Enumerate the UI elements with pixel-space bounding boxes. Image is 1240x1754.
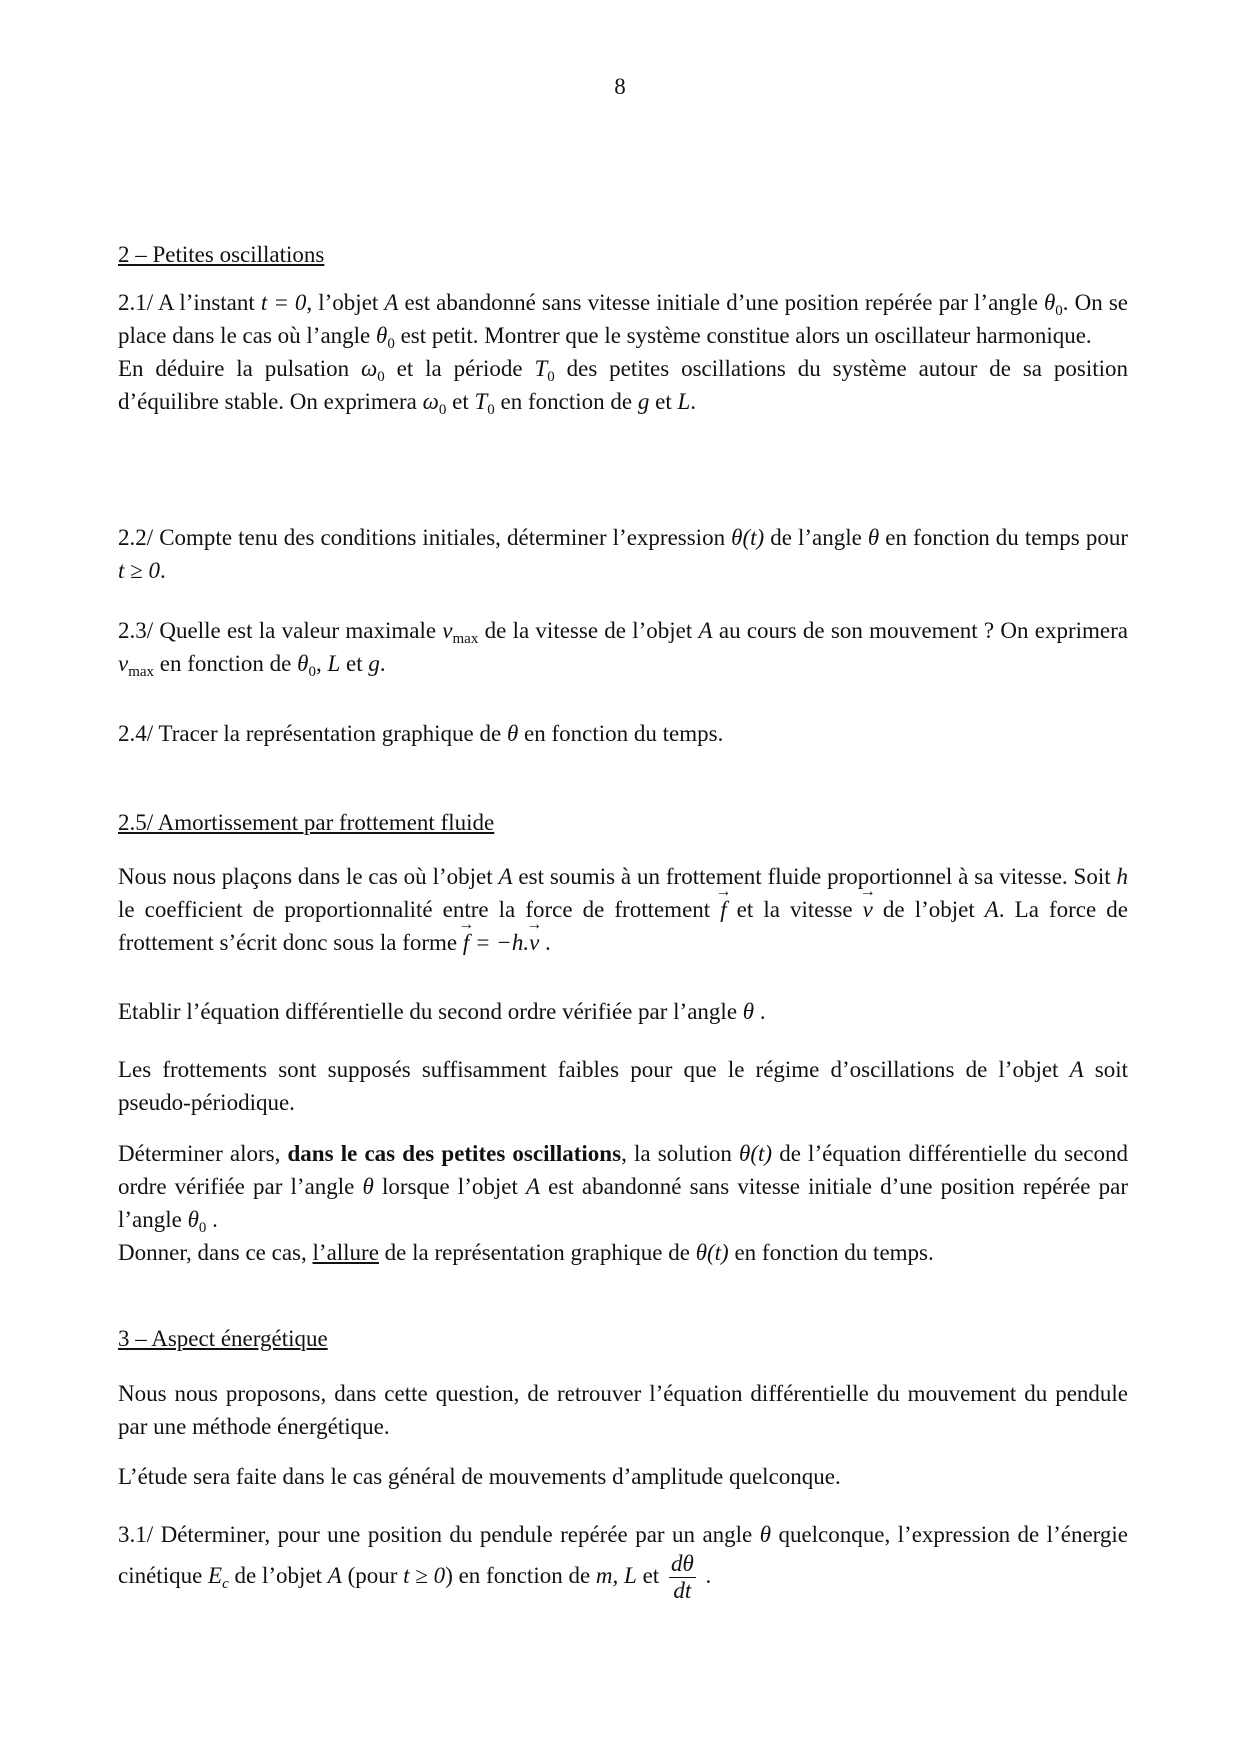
section-2 [118, 238, 1128, 271]
section-heading: 2.5/ Amortissement par frottement fluide [118, 810, 495, 835]
paragraph-friction: Nous nous plaçons dans le cas où l’objet A est soumis à un frottement fluide proportionnel à sa vitesse. Soit h le coefficient de proportionnalité entre la force de frottement → f et la vitesse → v de l’objet A. La force de frottement s’écrit donc sous la forme → f = −h.→ v . [118, 860, 1128, 959]
question-2-3: 2.3/ Quelle est la valeur maximale $v_{max}$ de la vitesse de l’objet A au cours de son mouvement ? On exprimera $v_{max}$ en fonction de $\theta_0$, L et g. [118, 618, 1128, 680]
section-3 [118, 1322, 1128, 1355]
paragraph-solution: Déterminer alors, dans le cas des petites oscillations, la solution θ(t) de l’équation différentielle du second ordre vérifiée par l’angle θ lorsque l’objet A est abandonné sans vitesse initiale d’une position repérée par l’angle $\theta_0$ . Donner, dans ce cas, l’allure de la représentation graphique de θ(t) en fonction du temps. [118, 1141, 1129, 1265]
paragraph-equation: Etablir l’équation différentielle du second ordre vérifiée par l’angle θ . [118, 999, 766, 1024]
section-heading: 2 – Petites oscillations [118, 242, 325, 267]
question-2-4: 2.4/ Tracer la représentation graphique de θ en fonction du temps. [118, 721, 724, 746]
paragraph-pseudo-periodic: Les frottements sont supposés suffisamment faibles pour que le régime d’oscillations de l’objet A soit pseudo-périodique. [118, 1057, 1128, 1115]
section-heading: 3 – Aspect énergétique [118, 1326, 328, 1351]
paragraph-energy-intro: Nous nous proposons, dans cette question, de retrouver l’équation différentielle du mouvement du pendule par une méthode énergétique. [118, 1381, 1128, 1439]
section-2-5 [118, 806, 1128, 839]
paragraph-general-case: L’étude sera faite dans le cas général de mouvements d’amplitude quelconque. [118, 1464, 841, 1489]
question-3-1: 3.1/ Déterminer, pour une position du pendule repérée par un angle θ quelconque, l’expression de l’énergie cinétique $E_c$ de l’objet A (pour t ≥ 0) en fonction de m, L et $\frac{d\theta}{dt}$ . [118, 1522, 1128, 1603]
page-number: 8 [614, 74, 626, 99]
fraction-dtheta-dt: $\frac{d\theta}{dt}$ [670, 1551, 694, 1603]
question-2-1: 2.1/ A l’instant t = 0, l’objet A est abandonné sans vitesse initiale d’une position repérée par l’angle $\theta_0$. On se place dans le cas où l’angle $\theta_0$ est petit. Montrer que le système constitue alors un oscillateur harmonique. En déduire la pulsation $\omega_0$ et la période $T_0$ des petites oscillations du système autour de sa position d’équilibre stable. On exprimera $\omega_0$ et $T_0$ en fonction de g et L. [118, 290, 1128, 418]
question-2-2: 2.2/ Compte tenu des conditions initiales, déterminer l’expression θ(t) de l’angle θ en fonction du temps pour t ≥ 0. [118, 525, 1128, 583]
